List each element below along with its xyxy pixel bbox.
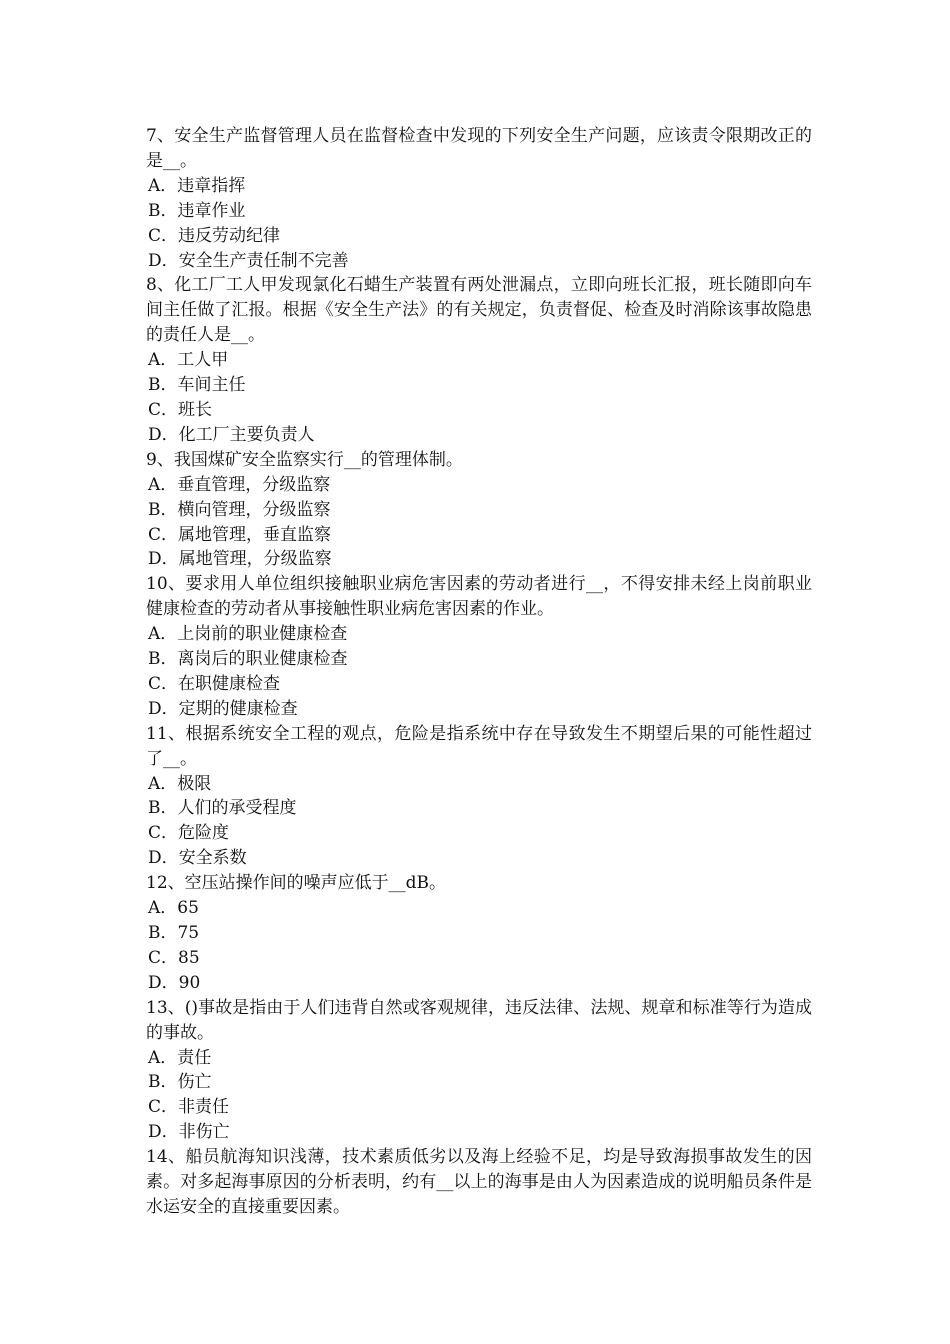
option-10-a: A．上岗前的职业健康检查 xyxy=(148,624,348,645)
option-11-a: A．极限 xyxy=(148,773,212,794)
option-12-b: B．75 xyxy=(148,923,200,943)
option-11-c: C．危险度 xyxy=(148,823,230,844)
option-7-c: C．违反劳动纪律 xyxy=(148,225,281,246)
option-9-b: B．横向管理，分级监察 xyxy=(148,499,331,520)
option-8-d: D．化工厂主要负责人 xyxy=(148,424,315,445)
option-11-d: D．安全系数 xyxy=(148,848,247,869)
option-10-b: B．离岗后的职业健康检查 xyxy=(148,649,348,670)
option-12-d: D．90 xyxy=(148,972,201,993)
option-12-c: C．85 xyxy=(148,947,200,968)
option-9-c: C．属地管理，垂直监察 xyxy=(148,524,332,545)
option-13-c: C．非责任 xyxy=(148,1097,230,1118)
option-13-d: D．非伤亡 xyxy=(148,1122,230,1143)
option-7-a: A．违章指挥 xyxy=(148,175,246,196)
question-7: 7、安全生产监督管理人员在监督检查中发现的下列安全生产问题，应该责令限期改正的是__。 xyxy=(146,126,812,171)
question-13: 13、()事故是指由于人们违背自然或客观规律，违反法律、法规、规章和标准等行为造成的事故。 xyxy=(146,997,812,1043)
option-13-a: A．责任 xyxy=(148,1047,212,1068)
option-10-d: D．定期的健康检查 xyxy=(148,698,298,719)
option-12-a: A．65 xyxy=(148,898,199,919)
option-7-d: D．安全生产责任制不完善 xyxy=(148,250,349,271)
question-14: 14、船员航海知识浅薄，技术素质低劣以及海上经验不足，均是导致海损事故发生的因素。对多起海事原因的分析表明，约有__以上的海事是由人为因素造成的说明船员条件是水运安全的直接重要因素。 xyxy=(146,1147,812,1217)
option-8-a: A．工人甲 xyxy=(148,350,229,371)
option-9-a: A．垂直管理，分级监察 xyxy=(148,474,331,495)
document-page xyxy=(146,124,812,1220)
option-10-c: C．在职健康检查 xyxy=(148,673,281,694)
question-9: 9、我国煤矿安全监察实行__的管理体制。 xyxy=(146,449,463,470)
question-10: 10、要求用人单位组织接触职业病危害因素的劳动者进行__，不得安排未经上岗前职业健康检查的劳动者从事接触性职业病危害因素的作业。 xyxy=(146,574,812,620)
option-8-c: C．班长 xyxy=(148,399,213,420)
option-7-b: B．违章作业 xyxy=(148,200,246,221)
question-12: 12、空压站操作间的噪声应低于__dB。 xyxy=(146,873,447,894)
option-9-d: D．属地管理，分级监察 xyxy=(148,549,332,570)
option-11-b: B．人们的承受程度 xyxy=(148,798,297,819)
option-13-b: B．伤亡 xyxy=(148,1072,212,1093)
option-8-b: B．车间主任 xyxy=(148,375,246,396)
question-8: 8、化工厂工人甲发现氯化石蜡生产装置有两处泄漏点，立即向班长汇报，班长随即向车间主任做了汇报。根据《安全生产法》的有关规定，负责督促、检查及时消除该事故隐患的责任人是__。 xyxy=(146,275,812,346)
question-11: 11、根据系统安全工程的观点，危险是指系统中存在导致发生不期望后果的可能性超过了__。 xyxy=(146,723,812,769)
